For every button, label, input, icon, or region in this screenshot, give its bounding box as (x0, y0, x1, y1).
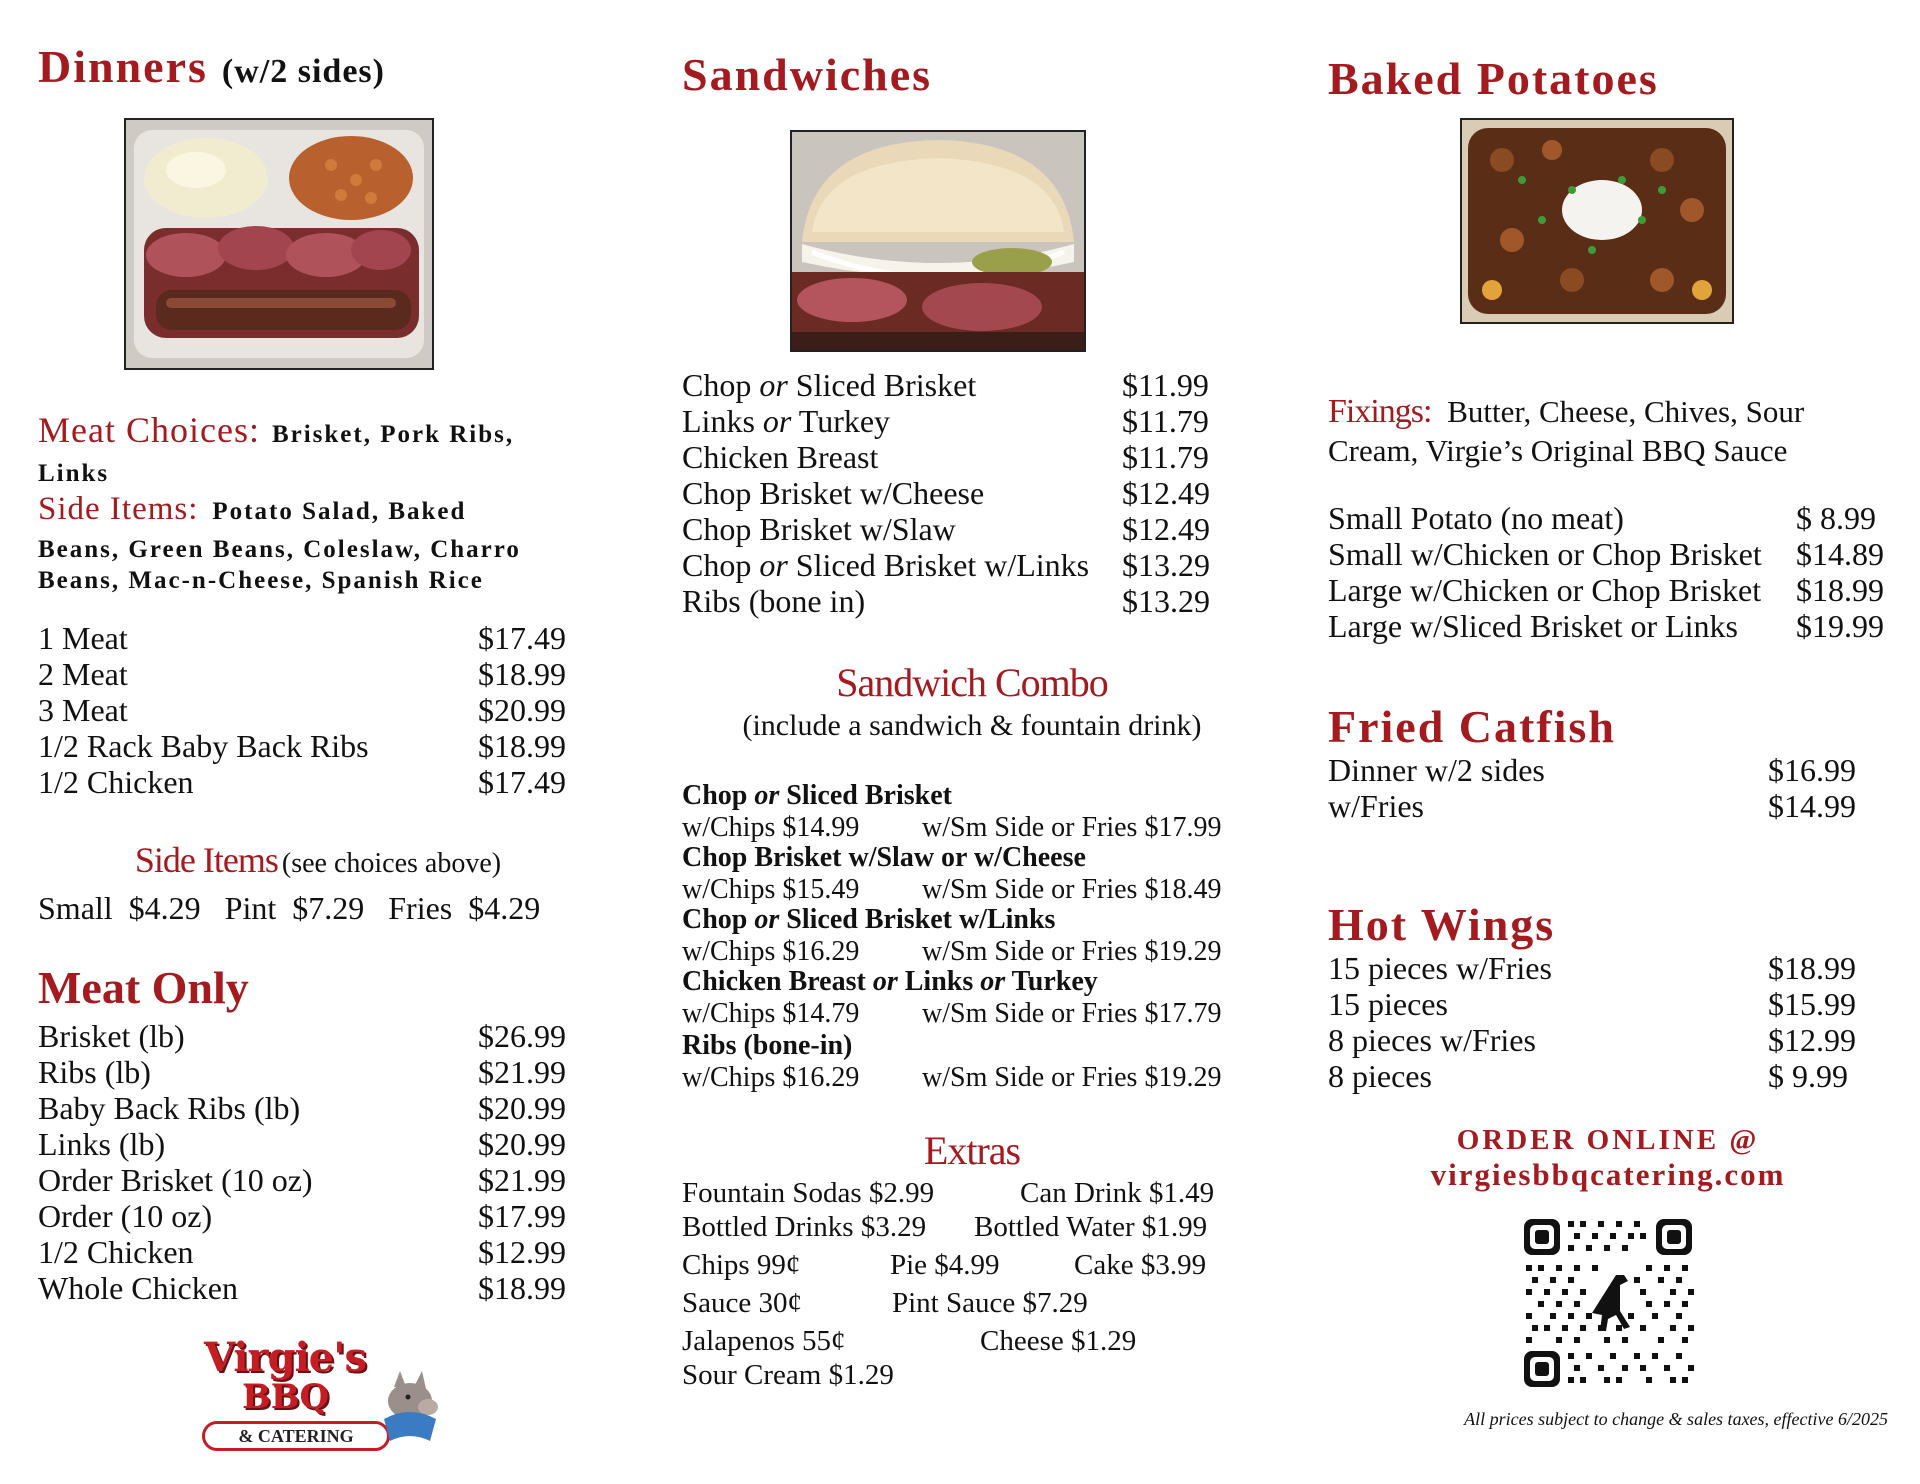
item-name: Brisket (lb) (38, 1018, 185, 1054)
extras-bottled: Bottled Drinks $3.29 (682, 1211, 927, 1243)
item-name: Dinner w/2 sides (1328, 752, 1545, 788)
item-name: Order (10 oz) (38, 1198, 213, 1234)
footer-disclaimer: All prices subject to change & sales taxes, effective 6/2025 (1464, 1409, 1888, 1429)
fixings-line1: Butter, Cheese, Chives, Sour (1447, 394, 1805, 429)
item-price: $14.89 (1796, 536, 1884, 572)
combo-chips-price: w/Chips $16.29 (682, 1062, 860, 1093)
item-name: Chicken Breast (682, 439, 879, 475)
item-name: Chop (682, 547, 760, 583)
sandwich-photo (790, 130, 1086, 352)
list-item (1328, 1058, 1432, 1094)
qr-code-icon (1520, 1215, 1696, 1391)
item-name: 15 pieces w/Fries (1328, 950, 1552, 986)
item-or: or (759, 367, 788, 403)
sandwiches-title: Sandwiches (682, 49, 933, 100)
item-name: 1/2 Chicken (38, 1234, 194, 1270)
logo-bbq: BBQ (242, 1377, 330, 1417)
potato-price-list (1328, 500, 1908, 650)
side-items-line3: Beans, Mac-n-Cheese, Spanish Rice (38, 567, 484, 594)
item-name: 3 Meat (38, 692, 128, 728)
item-price: $ 9.99 (1768, 1058, 1848, 1094)
sandwich-image (792, 132, 1084, 350)
combo-name: Chicken Breast (682, 966, 873, 997)
item-name: 2 Meat (38, 656, 128, 692)
side-items-section (38, 840, 598, 928)
item-price: $12.49 (1122, 475, 1210, 511)
item-name: Small Potato (no meat) (1328, 500, 1624, 536)
combo-item-title (682, 966, 1098, 998)
list-item (38, 764, 194, 800)
combo-side-price: w/Sm Side or Fries $19.29 (922, 1062, 1222, 1093)
item-price: $18.99 (478, 1270, 566, 1306)
list-item (1328, 500, 1624, 536)
item-or: or (762, 403, 792, 439)
item-name: Ribs (lb) (38, 1054, 151, 1090)
pig-mascot-icon (370, 1365, 450, 1445)
small-price: $4.29 (128, 890, 201, 926)
extras-sour-cream: Sour Cream $1.29 (682, 1359, 894, 1391)
item-name: 8 pieces w/Fries (1328, 1022, 1536, 1058)
combo-name: Chop (682, 780, 755, 811)
list-item (682, 583, 865, 619)
combo-or: or (754, 780, 780, 811)
combo-chips-price: w/Chips $15.49 (682, 874, 860, 905)
list-item (1328, 752, 1545, 788)
list-item (38, 656, 128, 692)
item-price: $11.79 (1122, 403, 1209, 439)
item-name: Whole Chicken (38, 1270, 238, 1306)
dinners-heading (38, 40, 385, 93)
item-price: $12.49 (1122, 511, 1210, 547)
wings-price-list (1328, 950, 1908, 1100)
list-item (38, 1270, 238, 1306)
item-name: Small w/Chicken or Chop Brisket (1328, 536, 1762, 572)
list-item (1328, 788, 1424, 824)
item-price: $14.99 (1768, 788, 1856, 824)
list-item (38, 1234, 194, 1270)
list-item (38, 692, 128, 728)
order-online-label: ORDER ONLINE @ (1456, 1124, 1760, 1156)
item-price: $15.99 (1768, 986, 1856, 1022)
item-price: $18.99 (478, 728, 566, 764)
item-price: $12.99 (478, 1234, 566, 1270)
combo-chips-price: w/Chips $14.99 (682, 812, 860, 843)
meat-only-price-list (38, 1018, 598, 1318)
qr-code[interactable] (1520, 1215, 1696, 1391)
list-item (682, 439, 878, 475)
list-item (1328, 1022, 1536, 1058)
item-name: 8 pieces (1328, 1058, 1432, 1094)
list-item (682, 475, 984, 511)
combo-name-rest: Sliced Brisket (779, 780, 952, 811)
list-item (38, 728, 369, 764)
dinners-title: Dinners (38, 41, 208, 92)
item-name: 1/2 Rack Baby Back Ribs (38, 728, 369, 764)
list-item (38, 1198, 212, 1234)
potato-fixings (1328, 392, 1908, 470)
extras-title: Extras (923, 1128, 1021, 1173)
extras-pie: Pie $4.99 (890, 1249, 1000, 1281)
item-price: $19.99 (1796, 608, 1884, 644)
combo-title: Sandwich Combo (836, 660, 1108, 705)
combo-side-price: w/Sm Side or Fries $19.29 (922, 936, 1222, 967)
list-item (1328, 608, 1738, 644)
logo-name: Virgie's (204, 1334, 366, 1381)
meat-choices-line2: Links (38, 460, 110, 487)
baked-potato-image (1462, 120, 1732, 322)
combo-chips-price: w/Chips $14.79 (682, 998, 860, 1029)
combo-item-title (682, 904, 1055, 936)
logo-catering: & CATERING (238, 1426, 354, 1446)
combo-name-rest: Sliced Brisket w/Links (779, 904, 1056, 935)
item-name: Links (lb) (38, 1126, 166, 1162)
combo-name: Ribs (bone-in) (682, 1030, 853, 1061)
list-item (38, 1054, 151, 1090)
combo-item-title (682, 842, 1086, 874)
dinners-price-list (38, 620, 598, 810)
item-price: $13.29 (1122, 547, 1210, 583)
item-price: $11.79 (1122, 439, 1209, 475)
order-online-url[interactable]: virgiesbbqcatering.com (1430, 1157, 1786, 1192)
combo-list (682, 780, 1262, 1100)
list-item (682, 367, 976, 403)
extras-chips: Chips 99¢ (682, 1249, 801, 1281)
extras-list (682, 1176, 1262, 1396)
pint-label: Pint (224, 890, 277, 926)
catfish-price-list (1328, 752, 1908, 832)
meat-choices (38, 410, 598, 596)
side-items-prices (38, 888, 598, 928)
combo-name-rest: Turkey (1005, 966, 1098, 997)
item-name: Order Brisket (10 oz) (38, 1162, 313, 1198)
item-price: $18.99 (1796, 572, 1884, 608)
dinners-subtitle: (w/2 sides) (221, 53, 385, 90)
virgies-logo (200, 1335, 450, 1457)
fries-price: $4.29 (468, 890, 541, 926)
combo-name: Chop (682, 904, 755, 935)
extras-pint-sauce: Pint Sauce $7.29 (892, 1287, 1088, 1319)
side-items-note: (see choices above) (281, 848, 502, 879)
item-price: $18.99 (1768, 950, 1856, 986)
combo-subtitle: (include a sandwich & fountain drink) (742, 709, 1202, 742)
extras-cheese: Cheese $1.29 (980, 1325, 1137, 1357)
list-item (1328, 536, 1762, 572)
item-name: 15 pieces (1328, 986, 1448, 1022)
pint-price: $7.29 (292, 890, 365, 926)
extras-jalapenos: Jalapenos 55¢ (682, 1325, 846, 1357)
dinner-plate-image (126, 120, 432, 368)
item-price: $16.99 (1768, 752, 1856, 788)
extras-fountain: Fountain Sodas $2.99 (682, 1177, 935, 1209)
dinner-plate-photo (124, 118, 434, 370)
item-name: Ribs (bone in) (682, 583, 866, 619)
extras-sauce: Sauce 30¢ (682, 1287, 802, 1319)
combo-item-title (682, 1030, 852, 1062)
combo-side-price: w/Sm Side or Fries $17.79 (922, 998, 1222, 1029)
combo-or: or (754, 904, 780, 935)
item-price: $20.99 (478, 692, 566, 728)
item-price: $26.99 (478, 1018, 566, 1054)
item-price: $18.99 (478, 656, 566, 692)
meat-choices-line1: Brisket, Pork Ribs, (271, 421, 515, 448)
fries-label: Fries (388, 890, 453, 926)
extras-cake: Cake $3.99 (1074, 1249, 1207, 1281)
item-name: Links (682, 403, 763, 439)
item-name-rest: Turkey (791, 403, 891, 439)
small-label: Small (38, 890, 113, 926)
item-or: or (759, 547, 788, 583)
item-name: w/Fries (1328, 788, 1424, 824)
item-name-rest: Sliced Brisket (787, 367, 977, 403)
sandwich-price-list (682, 367, 1262, 627)
list-item (1328, 950, 1552, 986)
meat-choices-label: Meat Choices: (38, 410, 260, 450)
list-item (682, 547, 1089, 583)
combo-name: Chop Brisket w/Slaw or w/Cheese (682, 842, 1086, 873)
logo-catering-badge (202, 1421, 390, 1451)
item-price: $20.99 (478, 1090, 566, 1126)
item-price: $11.99 (1122, 367, 1209, 403)
list-item (1328, 986, 1448, 1022)
list-item (38, 1018, 185, 1054)
item-price: $17.49 (478, 764, 566, 800)
item-price: $21.99 (478, 1162, 566, 1198)
potatoes-title: Baked Potatoes (1328, 53, 1659, 104)
side-items-label: Side Items: (38, 491, 199, 527)
fixings-label: Fixings: (1328, 393, 1432, 430)
list-item (38, 1162, 313, 1198)
item-price: $20.99 (478, 1126, 566, 1162)
combo-or: or (872, 966, 898, 997)
item-name-rest: Sliced Brisket w/Links (787, 547, 1090, 583)
list-item (682, 403, 890, 439)
item-price: $17.49 (478, 620, 566, 656)
item-price: $21.99 (478, 1054, 566, 1090)
list-item (38, 620, 128, 656)
list-item (38, 1126, 165, 1162)
side-items-line1: Potato Salad, Baked (212, 498, 467, 525)
item-price: $17.99 (478, 1198, 566, 1234)
list-item (38, 1090, 300, 1126)
item-name: Chop Brisket w/Slaw (682, 511, 956, 547)
combo-side-price: w/Sm Side or Fries $17.99 (922, 812, 1222, 843)
meat-only-title: Meat Only (38, 962, 249, 1013)
extras-water: Bottled Water $1.99 (974, 1211, 1208, 1243)
wings-title: Hot Wings (1328, 899, 1556, 950)
baked-potato-photo (1460, 118, 1734, 324)
item-name: 1/2 Chicken (38, 764, 194, 800)
combo-side-price: w/Sm Side or Fries $18.49 (922, 874, 1222, 905)
list-item (1328, 572, 1761, 608)
extras-can: Can Drink $1.49 (1020, 1177, 1215, 1209)
catfish-title: Fried Catfish (1328, 701, 1616, 752)
combo-item-title (682, 780, 952, 812)
item-name: Chop (682, 367, 760, 403)
item-name: Chop Brisket w/Cheese (682, 475, 985, 511)
combo-name-mid: Links (897, 966, 981, 997)
item-name: Large w/Sliced Brisket or Links (1328, 608, 1738, 644)
item-price: $12.99 (1768, 1022, 1856, 1058)
combo-or2: or (980, 966, 1006, 997)
combo-chips-price: w/Chips $16.29 (682, 936, 860, 967)
item-price: $ 8.99 (1796, 500, 1876, 536)
item-name: Large w/Chicken or Chop Brisket (1328, 572, 1762, 608)
item-name: Baby Back Ribs (lb) (38, 1090, 301, 1126)
item-name: 1 Meat (38, 620, 128, 656)
item-price: $13.29 (1122, 583, 1210, 619)
list-item (682, 511, 956, 547)
fixings-line2: Cream, Virgie’s Original BBQ Sauce (1328, 433, 1788, 468)
side-items-title: Side Items (134, 840, 278, 880)
side-items-line2: Beans, Green Beans, Coleslaw, Charro (38, 536, 521, 563)
